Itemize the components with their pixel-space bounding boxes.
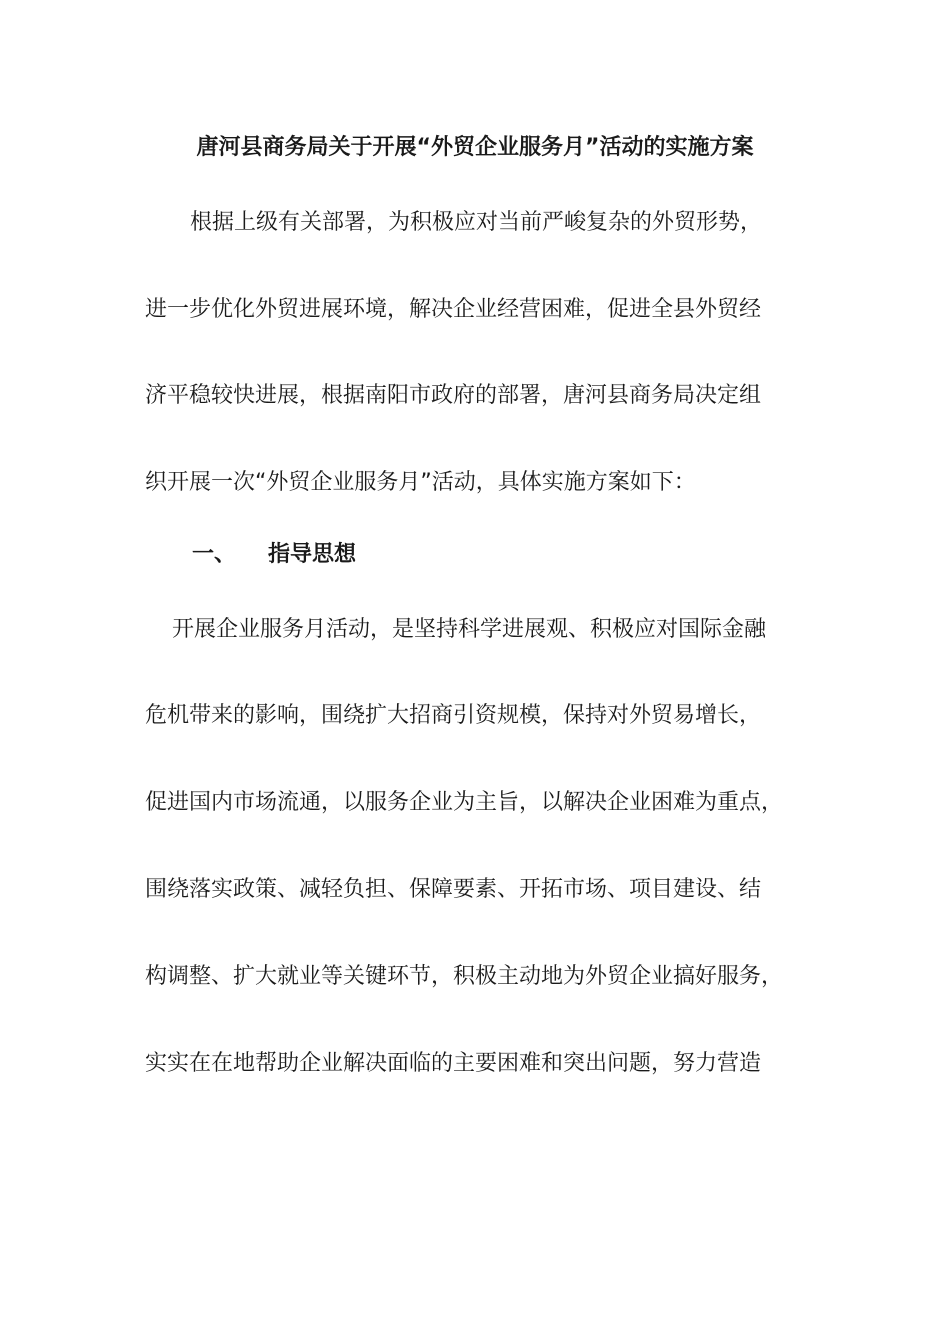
intro-line-1: 根据上级有关部署，为积极应对当前严峻复杂的外贸形势， [190,210,763,235]
section-1-line-3: 促进国内市场流通，以服务企业为主旨，以解决企业困难为重点， [145,790,784,815]
section-1-line-1: 开展企业服务月活动，是坚持科学进展观、积极应对国际金融 [172,617,767,642]
section-1-line-5: 构调整、扩大就业等关键环节，积极主动地为外贸企业搞好服务， [145,964,784,989]
section-1-line-6: 实实在在地帮助企业解决面临的主要困难和突出问题，努力营造 [145,1051,762,1076]
section-1-number: 一、 [192,542,237,567]
section-1-line-4: 围绕落实政策、减轻负担、保障要素、开拓市场、项目建设、结 [145,877,762,902]
section-1-heading: 指导思想 [268,542,357,567]
section-1-line-2: 危机带来的影响，围绕扩大招商引资规模，保持对外贸易增长， [145,703,762,728]
intro-line-3: 济平稳较快进展，根据南阳市政府的部署，唐河县商务局决定组 [145,383,762,408]
intro-line-2: 进一步优化外贸进展环境，解决企业经营困难，促进全县外贸经 [145,297,762,322]
intro-line-4: 织开展一次“外贸企业服务月”活动，具体实施方案如下： [145,470,696,495]
document-title: 唐河县商务局关于开展“外贸企业服务月”活动的实施方案 [196,135,754,160]
